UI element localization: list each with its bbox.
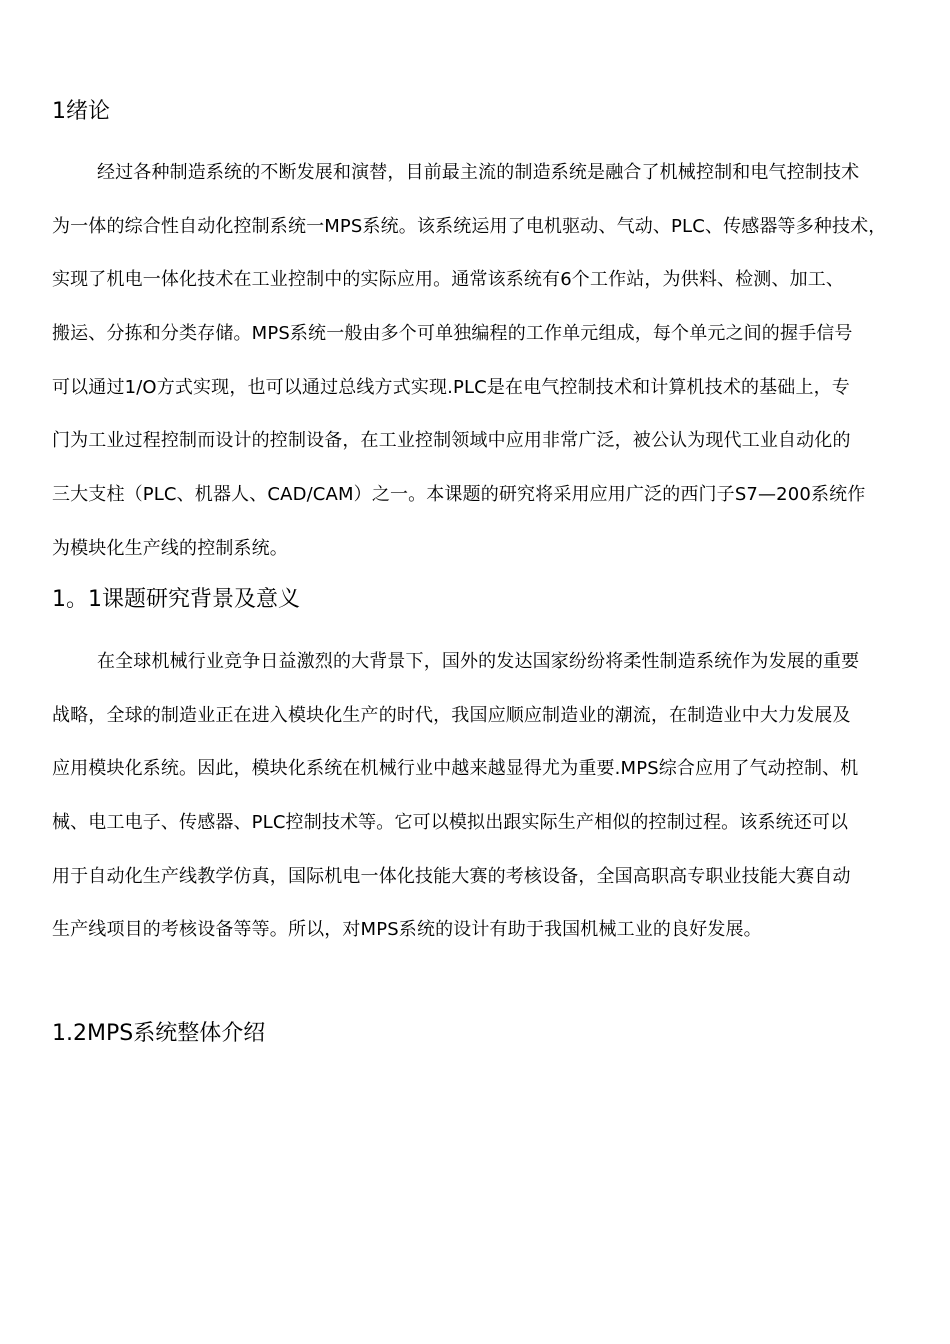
intro-paragraph	[52, 146, 912, 576]
paragraph-line: 实现了机电一体化技术在工业控制中的实际应用。通常该系统有6个工作站，为供料、检测、加工、	[52, 269, 845, 291]
paragraph-line: 为模块化生产线的控制系统。	[52, 537, 288, 559]
background-paragraph	[52, 635, 912, 957]
paragraph-line: 应用模块化系统。因此，模块化系统在机械行业中越来越显得尤为重要.MPS综合应用了气动控制、机	[52, 758, 859, 780]
paragraph-line: 为一体的综合性自动化控制系统一MPS系统。该系统运用了电机驱动、气动、PLC、传感器等多种技术，	[52, 215, 887, 237]
paragraph-line: 经过各种制造系统的不断发展和演替，目前最主流的制造系统是融合了机械控制和电气控制技术	[97, 162, 860, 183]
paragraph-line: 搬运、分拣和分类存储。MPS系统一般由多个可单独编程的工作单元组成，每个单元之间的握手信号	[52, 323, 853, 345]
paragraph-line: 可以通过1/O方式实现，也可以通过总线方式实现.PLC是在电气控制技术和计算机技术的基础上，专	[52, 376, 850, 398]
section-heading-1-2: 1.2MPS系统整体介绍	[52, 1021, 266, 1046]
paragraph-line: 战略，全球的制造业正在进入模块化生产的时代，我国应顺应制造业的潮流，在制造业中大力发展及	[52, 704, 851, 726]
paragraph-line: 械、电工电子、传感器、PLC控制技术等。它可以模拟出跟实际生产相似的控制过程。该系统还可以	[52, 812, 849, 834]
section-heading-1-1: 1。1课题研究背景及意义	[52, 587, 300, 612]
paragraph-line: 门为工业过程控制而设计的控制设备，在工业控制领域中应用非常广泛，被公认为现代工业自动化的	[52, 430, 851, 452]
chapter-heading: 1绪论	[52, 99, 110, 124]
paragraph-line: 三大支柱（PLC、机器人、CAD/CAM）之一。本课题的研究将采用应用广泛的西门子S7—200系统作	[52, 484, 866, 506]
paragraph-line: 用于自动化生产线教学仿真，国际机电一体化技能大赛的考核设备，全国高职高专职业技能大赛自动	[52, 865, 851, 887]
paragraph-line: 生产线项目的考核设备等等。所以，对MPS系统的设计有助于我国机械工业的良好发展。	[52, 919, 762, 941]
paragraph-line: 在全球机械行业竞争日益激烈的大背景下，国外的发达国家纷纷将柔性制造系统作为发展的重要	[97, 651, 860, 672]
